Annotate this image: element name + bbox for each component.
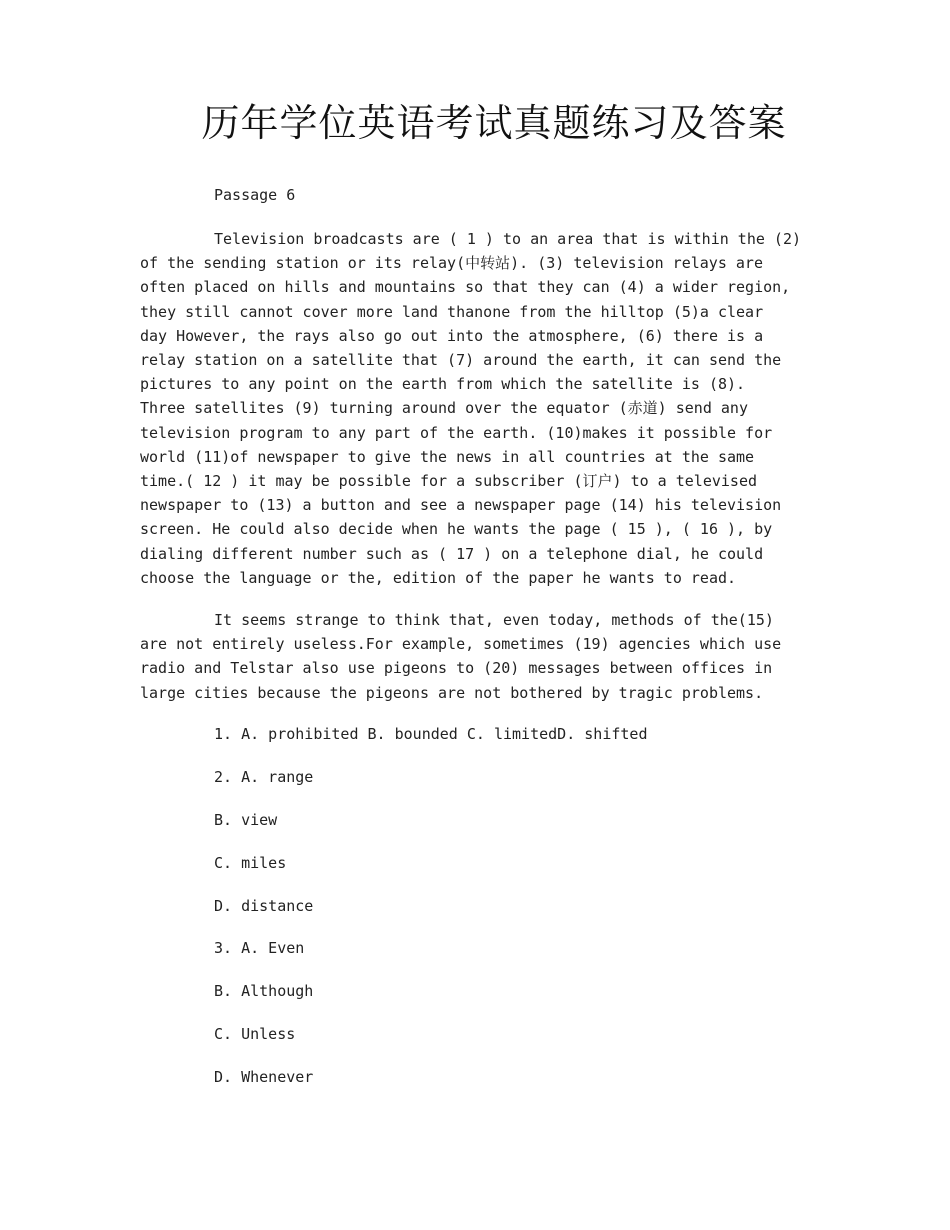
paragraph-line: It seems strange to think that, even today, methods of the(15)	[214, 611, 774, 629]
question-3-option-d: D. Whenever	[214, 1068, 314, 1086]
paragraph-line: Television broadcasts are ( 1 ) to an area that is within the (2)	[214, 230, 801, 248]
paragraph-line: of the sending station or its relay(中转站). (3) television relays are	[140, 254, 763, 273]
question-3-option-c: C. Unless	[214, 1025, 296, 1043]
question-3-option-b: B. Although	[214, 982, 314, 1000]
paragraph-line: often placed on hills and mountains so that they can (4) a wider region,	[140, 278, 791, 297]
passage-paragraph-2	[140, 608, 830, 705]
paragraph-line: television program to any part of the earth. (10)makes it possible for	[140, 423, 773, 442]
paragraph-line: time.( 12 ) it may be possible for a subscriber (订户) to a televised	[140, 472, 757, 491]
page-title: 历年学位英语考试真题练习及答案	[201, 101, 787, 145]
paragraph-line: newspaper to (13) a button and see a newspaper page (14) his television	[140, 496, 782, 515]
question-2-option-d: D. distance	[214, 897, 314, 915]
passage-paragraph-1	[140, 227, 830, 590]
paragraph-line: they still cannot cover more land thanone from the hilltop (5)a clear	[140, 302, 764, 321]
paragraph-line: screen. He could also decide when he wants the page ( 15 ), ( 16 ), by	[140, 520, 773, 539]
question-2: 2. A. range	[214, 768, 314, 786]
paragraph-line: relay station on a satellite that (7) around the earth, it can send the	[140, 351, 782, 370]
paragraph-line: are not entirely useless.For example, sometimes (19) agencies which use	[140, 635, 782, 654]
question-3: 3. A. Even	[214, 939, 305, 957]
paragraph-line: Three satellites (9) turning around over the equator (赤道) send any	[140, 399, 748, 418]
paragraph-line: large cities because the pigeons are not bothered by tragic problems.	[140, 683, 764, 702]
paragraph-line: day However, the rays also go out into the atmosphere, (6) there is a	[140, 326, 764, 345]
paragraph-line: choose the language or the, edition of the paper he wants to read.	[140, 568, 737, 587]
question-2-option-b: B. view	[214, 811, 278, 829]
question-2-option-c: C. miles	[214, 854, 287, 872]
passage-label: Passage 6	[214, 186, 296, 204]
paragraph-line: dialing different number such as ( 17 ) on a telephone dial, he could	[140, 544, 764, 563]
paragraph-line: pictures to any point on the earth from which the satellite is (8).	[140, 375, 746, 394]
question-1: 1. A. prohibited B. bounded C. limitedD. shifted	[214, 725, 648, 743]
paragraph-line: radio and Telstar also use pigeons to (20) messages between offices in	[140, 659, 773, 678]
paragraph-line: world (11)of newspaper to give the news in all countries at the same	[140, 447, 755, 466]
